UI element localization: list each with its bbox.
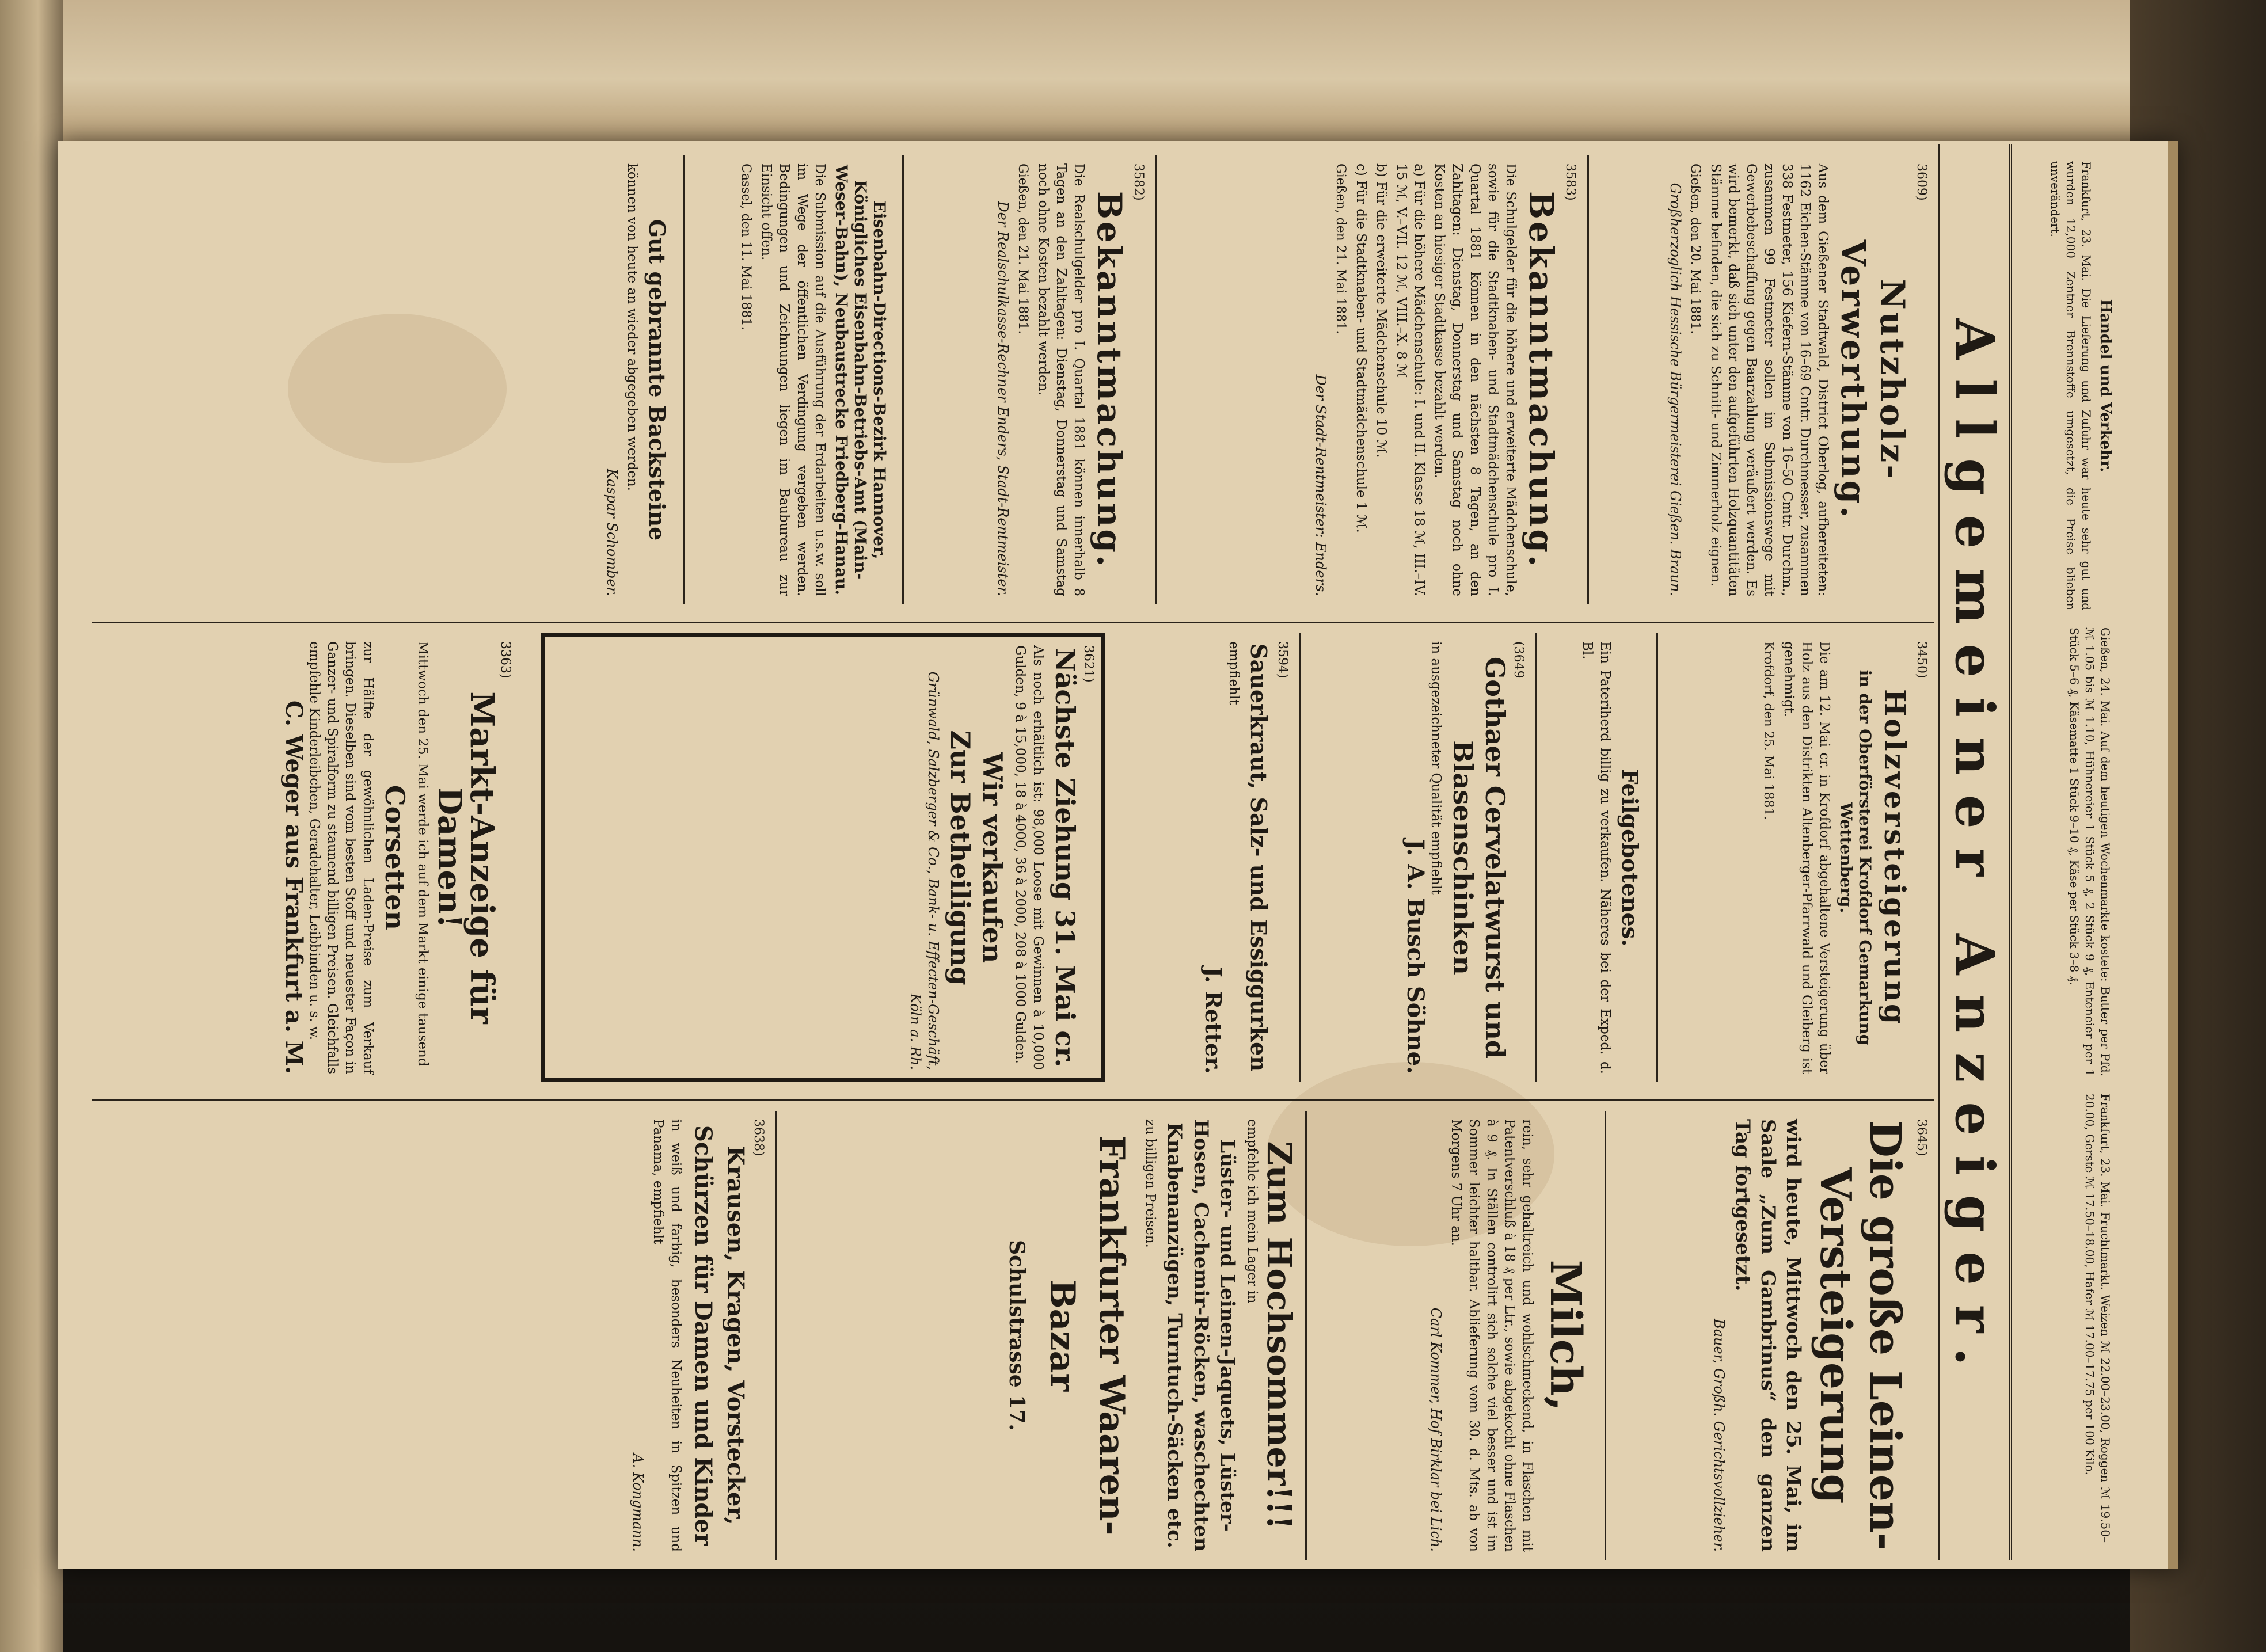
ad-lead: empfehle ich mein Lager in	[1245, 1119, 1260, 1304]
ad-signature: Der Realschulkasse-Rechner Enders, Stadt-Rentmeister.	[995, 201, 1011, 596]
divider	[1605, 1111, 1606, 1560]
column-left	[92, 155, 1934, 616]
divider	[1587, 155, 1589, 604]
column-right	[92, 1111, 1934, 1571]
ad-body: Aus dem Gießener Stadtwald, District Oberlog, aufbereiteten: 1162 Eichen-Stämme von 16–69 Cmtr. Durchmesser, zusammen 338 Festmeter, 156 Kiefern-Stämme von 16–50 Cmtr. Durchm., zusammen 99 Festmeter sollen im Submissionswege mit Gewerbebeschaffung gegen Baarzahlung veräußert werden. Es wird bemerkt, daß sich unter den aufgeführten Holzquantitäten Stämme befinden, die sich zu Schnitt- und Zimmerholz eignen.	[1708, 163, 1830, 596]
ad-signature: J. A. Busch Söhne.	[1402, 839, 1429, 1074]
column-rule	[92, 1099, 1934, 1101]
masthead-title: Allgemeiner Anzeiger.	[1938, 144, 2009, 1560]
divider	[902, 155, 904, 604]
ad-leinen	[1702, 1111, 1934, 1560]
ad-markt	[277, 633, 518, 1082]
facing-page-edge	[0, 0, 2266, 147]
ad-signature: Der Stadt-Rentmeister: Enders.	[1313, 374, 1329, 596]
ad-title: Nutzholz-Verwerthung.	[1834, 239, 1912, 520]
trade-section	[2009, 144, 2124, 1560]
ad-signature: J. Retter.	[1200, 966, 1226, 1074]
trade-column	[2047, 161, 2113, 610]
divider	[1155, 155, 1157, 604]
ad-sauerkraut	[1196, 633, 1295, 1082]
ad-title: Feilgebotenes.	[1617, 768, 1643, 947]
ad-body: zur Hälfte der gewöhnlichen Laden-Preise zum Verkauf bringen. Dieselben sind vom besten Stoff und neuester Façon in Ganzer- und Spiralform zu staunend billigen Preisen. Gleichfalls empfehle Kinderleibchen, Geradehalter, Leibbinden u. s. w.	[307, 641, 375, 1074]
divider	[683, 155, 685, 604]
column-rule	[92, 622, 1934, 623]
rotated-newspaper	[63, 144, 2124, 1560]
ad-product: Corsetten	[379, 785, 410, 930]
ad-body: wird heute, Mittwoch den 25. Mai, im Saale „Zum Gambrinus“ den ganzen Tag fortgesetzt.	[1731, 1119, 1805, 1552]
divider	[1535, 633, 1537, 1082]
ad-body: in weiß und farbig, besonders Neuheiten in Spitzen und Panama, empfiehlt	[651, 1119, 683, 1552]
divider	[1305, 1111, 1307, 1560]
divider	[775, 1111, 777, 1560]
ad-schulgeld	[1303, 155, 1583, 604]
ad-holzversteigerung	[1751, 633, 1934, 1082]
trade-column	[2066, 627, 2113, 1076]
ad-title: Sauerkraut, Salz- und Essiggurken	[1246, 644, 1272, 1072]
ad-items: Lüster- und Leinen-Jaquets, Lüster-Hosen, Cachemir-Röcken, waschechten Knabenanzügen, Turntuch-Säcken etc.	[1163, 1119, 1239, 1552]
facing-page-fold	[0, 0, 63, 1652]
trade-heading: Handel und Verkehr.	[2097, 299, 2114, 473]
ad-signature: C. Weger aus Frankfurt a. M.	[280, 700, 307, 1074]
ad-number: 3450)	[1914, 641, 1929, 679]
ad-number: 3645)	[1914, 1119, 1929, 1156]
ad-signature: Bauer, Großh. Gerichtsvollzieher.	[1711, 1319, 1727, 1552]
ad-body: Die Realschulgelder pro I. Quartal 1881 können innerhalb 8 Tagen an den Zahltagen: Dienstag, Donnerstag und Samstag noch ohne Kosten bezahlt werden.	[1036, 163, 1086, 596]
ad-title: Milch,	[1541, 1259, 1590, 1411]
ad-place-date: Krofdorf, den 25. Mai 1881.	[1761, 641, 1775, 820]
ad-shop: Frankfurter Waaren-Bazar	[1042, 1135, 1132, 1536]
ad-number: 3621)	[1081, 645, 1096, 683]
ad-nutzholz	[1658, 155, 1934, 604]
ad-address: Schulstrasse 17.	[1005, 1240, 1029, 1431]
ad-title: Markt-Anzeige für Damen!	[431, 691, 501, 1024]
ad-hochsommer	[995, 1111, 1301, 1560]
ad-realschul	[986, 155, 1151, 604]
ad-signature: Grünwald, Salzberger & Co., Bank- u. Effecten-Geschäft, Köln a. Rh.	[907, 671, 941, 1070]
ad-kragen	[621, 1111, 771, 1560]
ad-body: Die am 12. Mai cr. in Krofdorf abgehaltene Versteigerung über Holz aus den Distrikten Altenberger-Pfarrwald und Gleiberg ist genehmigt.	[1781, 641, 1832, 1074]
ad-headline: Wir verkaufen	[977, 752, 1008, 964]
ad-body: rein, sehr gehaltreich und wohlschmeckend, in Flaschen mit Patentverschluß à 18 ₰ per Ltr., sowie abgekocht ohne Flaschen à 9 ₰. In Ställen controlirt sich solche viel besser und ist im Sommer leichter haltbar. Ablieferung vom 30. d. Mts. ab von Morgens 7 Uhr an.	[1448, 1119, 1535, 1552]
ad-body: Ein Pateriherd billig zu verkaufen. Näheres bei der Exped. d. Bl.	[1580, 641, 1613, 1074]
ad-signature: A. Kongmann.	[630, 1453, 646, 1552]
ad-title: Zum Hochsommer!!!	[1260, 1141, 1299, 1530]
ad-title: Bekanntmachung.	[1522, 191, 1561, 569]
ad-body: Mittwoch den 25. Mai werde ich auf dem Markt einige tausend	[415, 641, 430, 1067]
ad-item: b) Für die erweiterte Mädchenschule 10 ℳ.	[1374, 163, 1389, 458]
divider	[1299, 633, 1301, 1082]
ad-number: 3363)	[498, 641, 512, 679]
market-report: Gießen, 24. Mai. Auf dem heutigen Wochenmarkte kostete: Butter per Pfd. ℳ 1.05 bis ℳ 1.10, Hühnereier 1 Stück 5 ₰, 2 Stück 9 ₰, Enteneier per 1 Stück 5–6 ₰, Käsematte 1 Stück 9–10 ₰, Käse per Stück 3–8 ₰.	[2067, 627, 2112, 1076]
ad-place-date: Gießen, den 21. Mai 1881.	[1333, 163, 1348, 334]
divider	[1656, 633, 1658, 1082]
ad-feilgebotenes	[1570, 633, 1652, 1082]
ad-body: Die Submission auf die Ausführung der Erdarbeiten u.s.w. soll im Wege der öffentlichen Verdingung vergeben werden. Bedingungen und Zeichnungen liegen im Baubureau zur Einsicht offen.	[759, 163, 827, 596]
ad-number: 3609)	[1914, 163, 1929, 201]
ad-signature: Kaspar Schomber.	[604, 469, 620, 596]
ad-headline: Zur Betheiligung	[945, 730, 976, 985]
ad-number: (3649	[1511, 641, 1526, 679]
ad-body: in ausgezeichneter Qualität empfiehlt	[1428, 641, 1443, 895]
ad-title: Bekanntmachung.	[1090, 191, 1129, 569]
ad-number: 3583)	[1563, 163, 1577, 201]
ad-signature: Carl Kommer, Hof Birklar bei Lich.	[1428, 1307, 1444, 1552]
ad-item: a) Für die höhere Mädchenschule: I. und II. Klasse 18 ℳ, III.–IV. 15 ℳ, V.–VII. 12 ℳ, VIII.–X. 8 ℳ	[1394, 163, 1427, 596]
ad-tail: zu billigen Preisen.	[1143, 1119, 1158, 1248]
column-middle	[92, 633, 1934, 1094]
ad-subtitle: in der Oberförsterei Krofdorf Gemarkung Wettenberg.	[1837, 669, 1875, 1046]
market-report: Frankfurt, 23. Mai. Fruchtmarkt. Weizen ℳ 22.00–23.00, Roggen ℳ 19.50–20.00, Gerste ℳ 17.50–18.00, Hafer ℳ 17.00–17.75 per 100 Kilo.	[2083, 1094, 2112, 1543]
ad-title: Die große Leinen-Versteigerung	[1811, 1120, 1910, 1551]
ad-gothaer	[1398, 633, 1531, 1082]
market-report: Frankfurt, 23. Mai. Die Lieferung und Zufuhr war heute sehr gut und wurden 12,000 Zentner Brennstoffe umgesetzt, die Preise blieben unverändert.	[2048, 161, 2093, 610]
ad-place-date: Gießen, den 21. Mai 1881.	[1016, 163, 1030, 334]
ad-number: 3638)	[751, 1119, 766, 1156]
ad-title: Holzversteigerung	[1878, 688, 1912, 1027]
ad-title: Gut gebrannte Backsteine	[644, 219, 670, 541]
ad-body: empfiehlt	[1226, 641, 1241, 705]
ad-body: Als noch erhältlich ist: 98,000 Loose mit Gewinnen à 10,000 Gulden, 9 à 15,000, 18 à 4000, 36 à 2000, 208 à 1000 Gulden.	[1013, 645, 1045, 1070]
ad-item: c) Für die Stadtknaben- und Stadtmädchenschule 1 ℳ.	[1353, 163, 1368, 533]
ad-place-date: Gießen, den 20. Mai 1881.	[1688, 163, 1702, 334]
ad-title: Nächste Ziehung 31. Mai cr.	[1050, 648, 1081, 1068]
ad-place-date: Cassel, den 11. Mai 1881.	[739, 163, 753, 330]
trade-column	[2082, 1094, 2113, 1543]
ad-eisenbahn	[729, 155, 898, 604]
ad-milch	[1419, 1111, 1600, 1560]
ad-lotterie	[541, 633, 1105, 1082]
ad-body: können von heute an wieder abgegeben werden.	[625, 163, 640, 491]
ad-title: Krausen, Kragen, Vorstecker, Schürzen für Damen und Kinder	[690, 1125, 749, 1546]
ad-title: Gothaer Cervelatwurst und Blasenschinken	[1447, 656, 1511, 1059]
ad-body: Die Schulgelder für die höhere und erweiterte Mädchenschule, sowie für die Stadtknaben- und Stadtmädchenschule pro I. Quartal 1881 können in den nächsten 8 Tagen, an den Zahltagen: Dienstag, Donnerstag und Samstag noch ohne Kosten an hiesiger Stadtkasse bezahlt werden.	[1432, 163, 1518, 596]
ad-title: Eisenbahn-Directions-Bezirk Hannover, Königliches Eisenbahn-Betriebs-Amt (Main-Weser-Bahn), Neubaustrecke Friedberg-Hanau.	[832, 164, 889, 596]
ad-number: 3594)	[1275, 641, 1290, 679]
ad-signature: Großherzoglich Hessische Bürgermeisterei Gießen. Braun.	[1667, 182, 1683, 596]
ad-number: 3582)	[1131, 163, 1146, 201]
ad-backsteine	[595, 155, 679, 604]
